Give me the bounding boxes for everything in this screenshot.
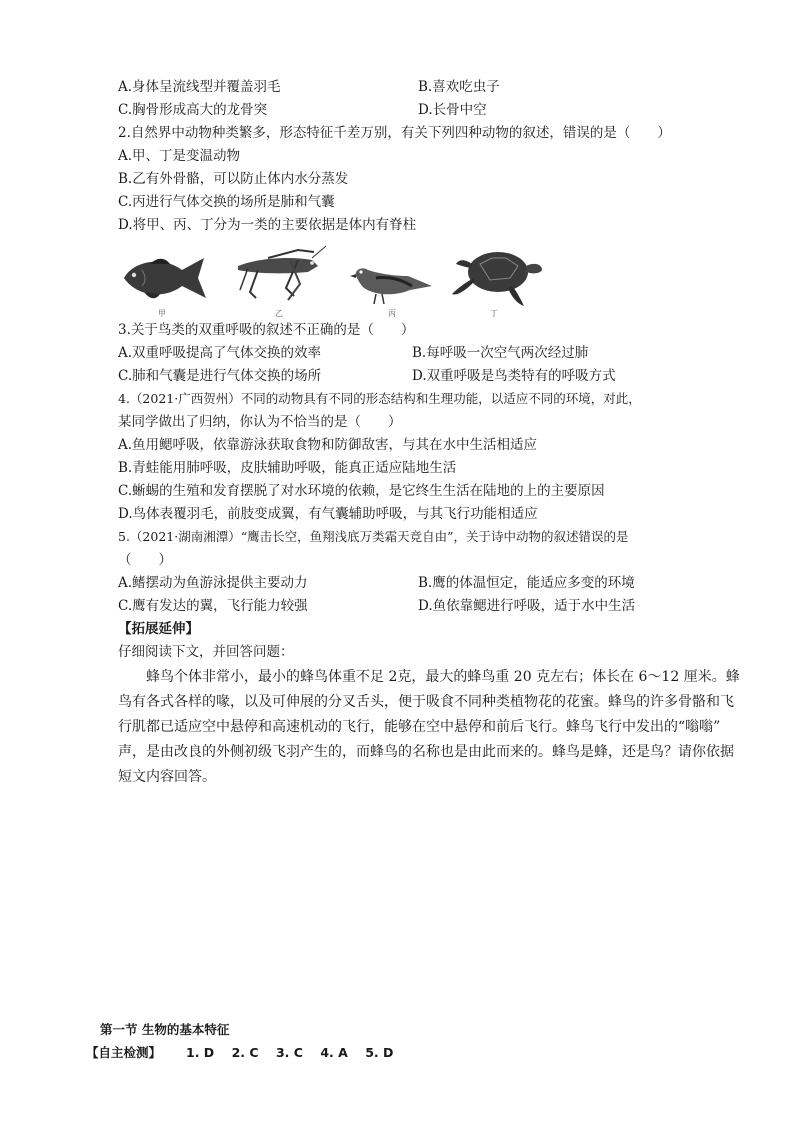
q5-option-b: B.鹰的体温恒定，能适应多变的环境 [418, 575, 635, 591]
answer-label: 【自主检测】 [86, 1045, 162, 1060]
q1-option-c: C.胸骨形成高大的龙骨突 [118, 102, 268, 118]
animal-figure [118, 240, 548, 318]
q2-stem: 2.自然界中动物种类繁多，形态特征千差万别，有关下列四种动物的叙述，错误的是（ ） [118, 125, 671, 141]
q4-option-b: B.青蛙能用肺呼吸，皮肤辅助呼吸，能真正适应陆地生活 [118, 460, 457, 476]
q1-option-a: A.身体呈流线型并覆盖羽毛 [118, 79, 281, 95]
q5-option-c: C.鹰有发达的翼，飞行能力较强 [118, 598, 308, 614]
grasshopper-image [228, 244, 328, 302]
q4-option-a: A.鱼用鳃呼吸，依靠游泳获取食物和防御敌害，与其在水中生活相适应 [118, 437, 538, 453]
answer-section-title: 第一节 生物的基本特征 [100, 1022, 230, 1037]
passage-line-4: 声，是由改良的外侧初级飞羽产生的，而蜂鸟的名称也是由此而来的。蜂鸟是蜂，还是鸟？请你依据 [118, 744, 734, 760]
turtle-image [448, 242, 544, 308]
q4-option-d: D.鸟体表覆羽毛，前肢变成翼，有气囊辅助呼吸，与其飞行功能相适应 [118, 506, 538, 522]
q3-option-b: B.每呼吸一次空气两次经过肺 [412, 345, 589, 361]
fig-label-yi: 乙 [275, 309, 283, 318]
q1-option-b: B.喜欢吃虫子 [418, 79, 500, 95]
fig-label-jia: 甲 [158, 309, 166, 318]
q2-option-c: C.丙进行气体交换的场所是肺和气囊 [118, 194, 335, 210]
fig-label-ding: 丁 [490, 309, 498, 318]
fish-image [120, 252, 212, 304]
pigeon-image [346, 254, 436, 306]
q4-stem-line1: 4.（2021·广西贺州）不同的动物具有不同的形态结构和生理功能，以适应不同的环境，对此， [118, 391, 641, 406]
answer-list: 1. D 2. C 3. C 4. A 5. D [186, 1045, 394, 1060]
q5-stem-line1: 5.（2021·湖南湘潭）“鹰击长空，鱼翔浅底万类霜天竞自由”，关于诗中动物的叙述错误的是 [118, 529, 629, 544]
fig-label-bing: 丙 [388, 309, 396, 318]
q3-stem: 3.关于鸟类的双重呼吸的叙述不正确的是（ ） [118, 322, 415, 338]
q2-option-d: D.将甲、丙、丁分为一类的主要依据是体内有脊柱 [118, 217, 417, 233]
q2-option-b: B.乙有外骨骼，可以防止体内水分蒸发 [118, 171, 349, 187]
q3-option-c: C.肺和气囊是进行气体交换的场所 [118, 368, 322, 384]
q5-stem-line2: （ ） [118, 552, 172, 568]
q5-option-a: A.鳍摆动为鱼游泳提供主要动力 [118, 575, 308, 591]
q4-stem-line2: 某同学做出了归纳，你认为不恰当的是（ ） [118, 414, 402, 430]
passage-line-3: 行肌都已适应空中悬停和高速机动的飞行，能够在空中悬停和前后飞行。蜂鸟飞行中发出的“嗡嗡” [118, 719, 721, 735]
extension-heading: 【拓展延伸】 [118, 621, 199, 637]
passage-line-1: 蜂鸟个体非常小，最小的蜂鸟体重不足 2克，最大的蜂鸟重 20 克左右；体长在 6～12 厘米。蜂 [146, 669, 740, 685]
q3-option-d: D.双重呼吸是鸟类特有的呼吸方式 [412, 368, 616, 384]
q2-option-a: A.甲、丁是变温动物 [118, 148, 241, 164]
q1-option-d: D.长骨中空 [418, 102, 487, 118]
extension-intro: 仔细阅读下文，并回答问题： [118, 644, 294, 660]
passage-line-2: 鸟有各式各样的喙，以及可伸展的分叉舌头，便于吸食不同种类植物花的花蜜。蜂鸟的许多骨骼和飞 [118, 694, 734, 710]
q4-option-c: C.蜥蜴的生殖和发育摆脱了对水环境的依赖，是它终生生活在陆地的上的主要原因 [118, 483, 605, 499]
q3-option-a: A.双重呼吸提高了气体交换的效率 [118, 345, 322, 361]
q5-option-d: D.鱼依靠鳃进行呼吸，适于水中生活 [418, 598, 636, 614]
passage-line-5: 短文内容回答。 [118, 769, 216, 785]
